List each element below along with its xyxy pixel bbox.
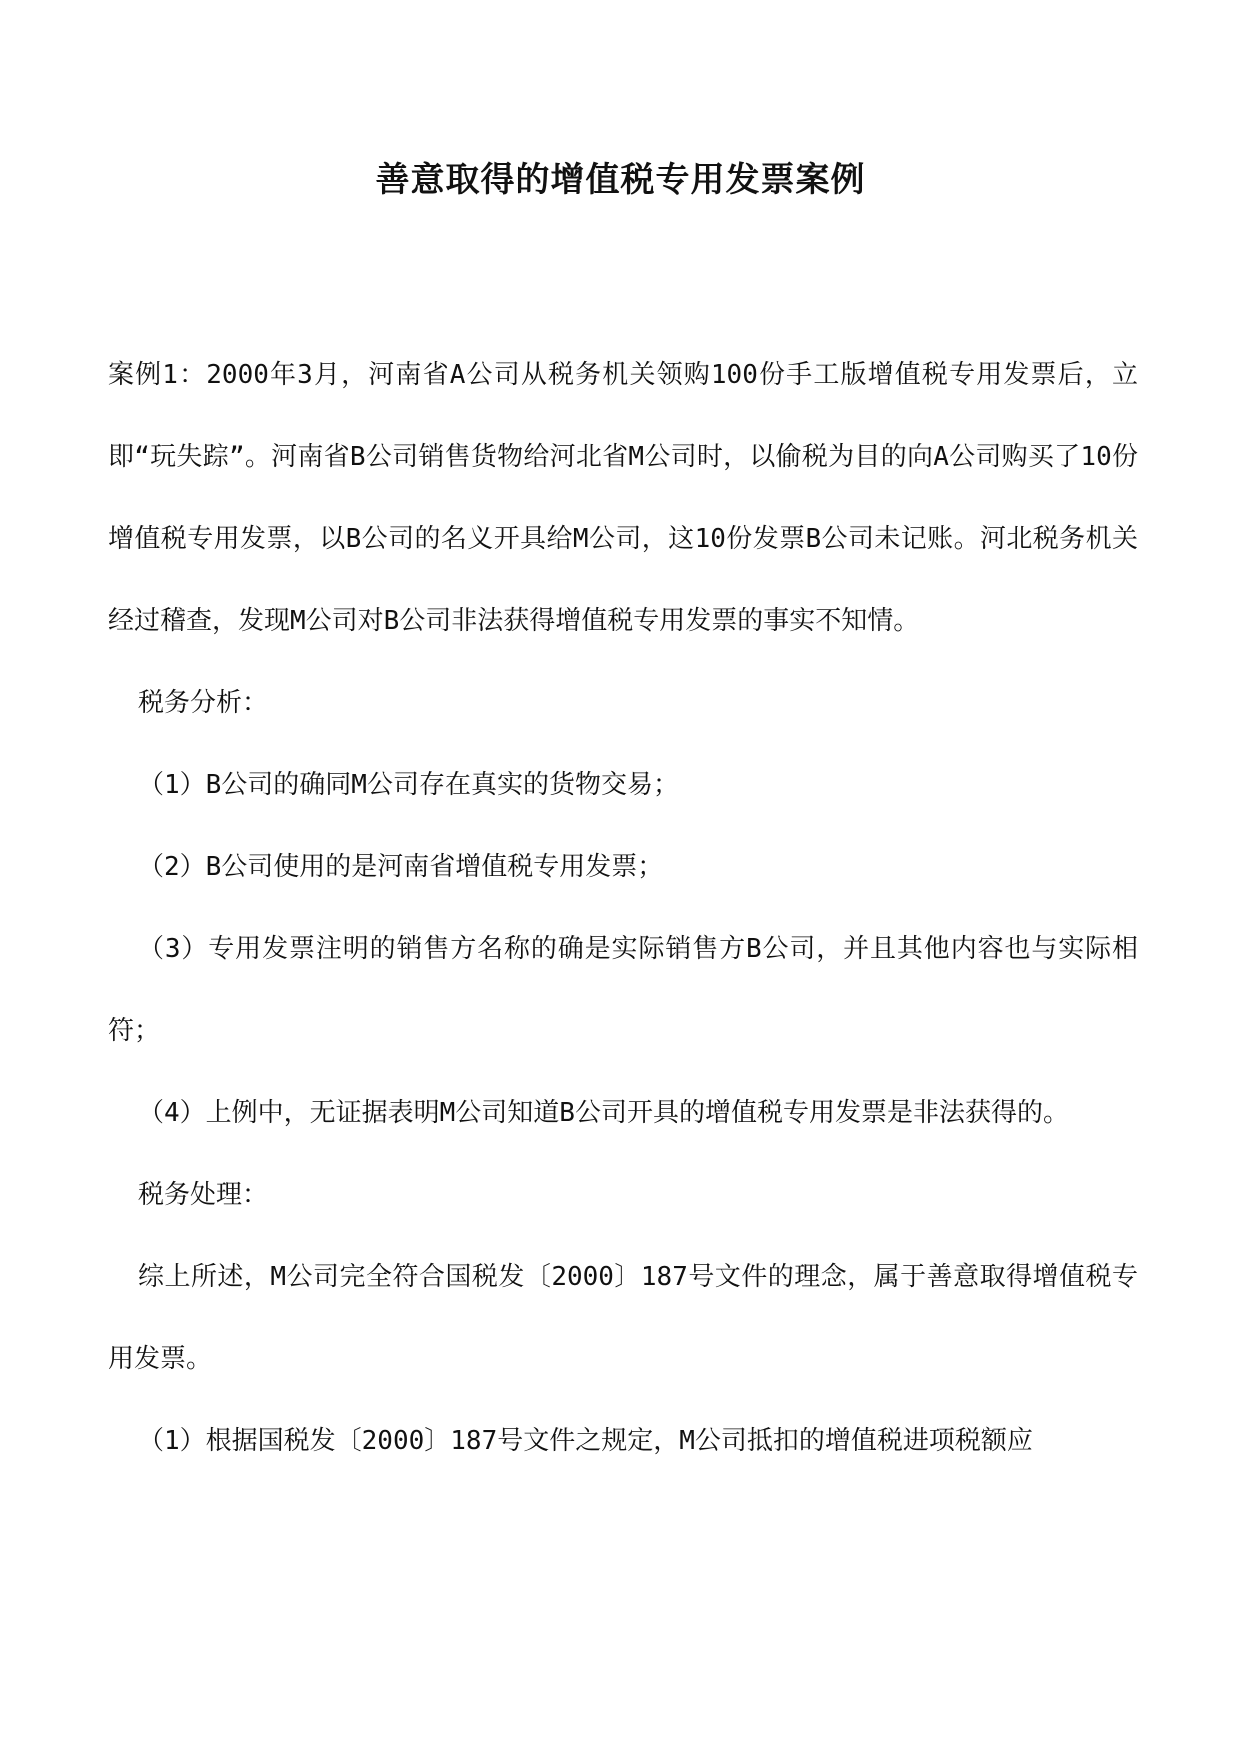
section-heading-tax-treatment: 税务处理：: [138, 1180, 269, 1210]
analysis-point-3: （3）专用发票注明的销售方名称的确是实际销售方B公司，并且其他内容也与实际相符；: [108, 934, 1138, 1046]
analysis-point-2: （2）B公司使用的是河南省增值税专用发票；: [138, 852, 664, 882]
analysis-point-4: （4）上例中，无证据表明M公司知道B公司开具的增值税专用发票是非法获得的。: [138, 1098, 1069, 1128]
treatment-point-1: （1）根据国税发〔2000〕187号文件之规定，M公司抵扣的增值税进项税额应: [138, 1426, 1033, 1456]
case-paragraph: 案例1：2000年3月，河南省A公司从税务机关领购100份手工版增值税专用发票后，立即“玩失踪”。河南省B公司销售货物给河北省M公司时，以偷税为目的向A公司购买了10份增值税专用发票，以B公司的名义开具给M公司，这10份发票B公司未记账。河北税务机关经过稽查，发现M公司对B公司非法获得增值税专用发票的事实不知情。: [108, 360, 1138, 636]
treatment-summary: 综上所述，M公司完全符合国税发〔2000〕187号文件的理念，属于善意取得增值税专用发票。: [108, 1262, 1138, 1374]
section-heading-tax-analysis: 税务分析：: [138, 688, 269, 718]
document-title: 善意取得的增值税专用发票案例: [375, 160, 866, 200]
analysis-point-1: （1）B公司的确同M公司存在真实的货物交易；: [138, 770, 679, 800]
document-body: [108, 334, 1138, 1482]
